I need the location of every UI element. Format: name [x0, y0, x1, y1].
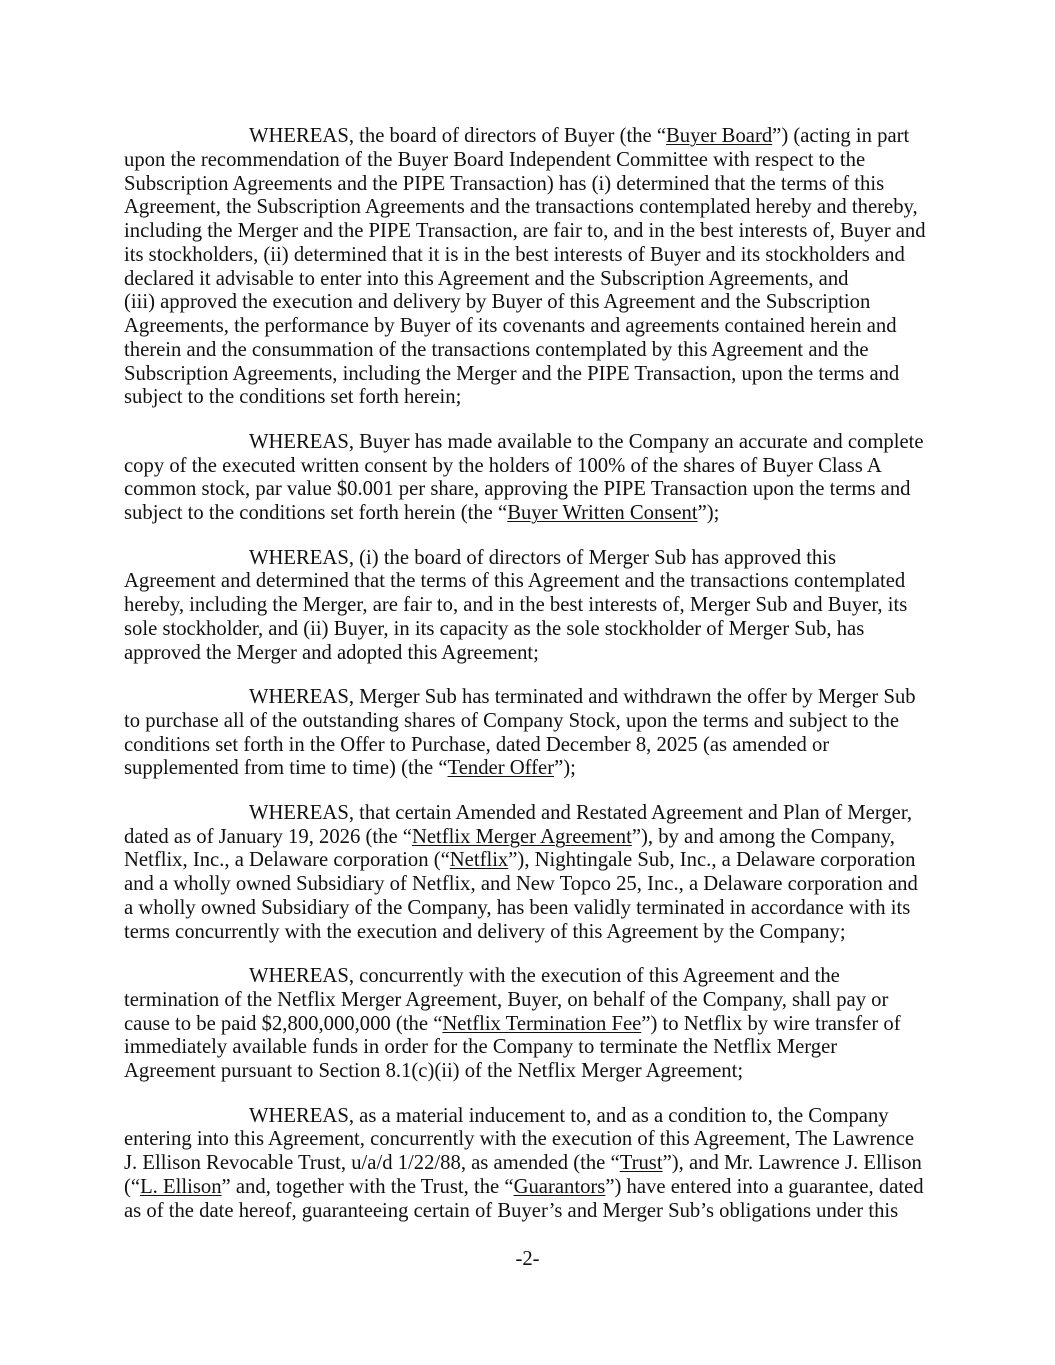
defined-term-netflix: Netflix — [449, 849, 509, 872]
paragraph-text: ”); — [697, 502, 720, 525]
defined-term-guarantors: Guarantors — [513, 1175, 606, 1198]
recital-paragraph-guarantee — [124, 1105, 964, 1224]
paragraph-text: WHEREAS, concurrently with the execution of this Agreement and the termination of the Netflix Merger Agreement, Buyer, on behalf of the Company, shall pay or cause to be paid $2,800,000,000 (the “ — [124, 965, 889, 1035]
recital-paragraph-written-consent — [124, 431, 964, 526]
defined-term-tender-offer: Tender Offer — [447, 757, 555, 780]
defined-term-buyer-board: Buyer Board — [666, 125, 773, 147]
paragraph-text: ”); — [554, 757, 576, 780]
paragraph-text: WHEREAS, the board of directors of Buyer (the “ — [249, 125, 667, 147]
paragraph-text: ” and, together with the Trust, the “ — [221, 1175, 514, 1198]
paragraph-text: WHEREAS, as a material inducement to, and as a condition to, the Company entering into this Agreement, concurrently with the execution of this Agreement, The Lawrence J. Ellison Revocable Trust, u/a/d 1/22/88, as amended (the “ — [124, 1104, 915, 1175]
paragraph-text: ”) to Netflix by wire transfer of immediately available funds in order for the Company to terminate the Netflix Merger Agreement pursuant to Section 8.1(c)(ii) of the Netflix Merger Agreement; — [124, 1012, 901, 1083]
recital-paragraph-merger-sub-approval — [124, 547, 964, 666]
page-number: -2- — [515, 1248, 540, 1270]
paragraph-text: ”), Nightingale Sub, Inc., a Delaware corporation and a wholly owned Subsidiary of Netflix, and New Topco 25, Inc., a Delaware corporation and a wholly owned Subsidiary of the Company, has been validly terminated in accordance with its terms concurrently with the execution and delivery of this Agreement by the Company; — [124, 849, 918, 943]
paragraph-text: WHEREAS, Buyer has made available to the Company an accurate and complete copy of the executed written consent by the holders of 100% of the shares of Buyer Class A common stock, par value $0.001 per share, approving the PIPE Transaction upon the terms and subject to the conditions set forth herein (the “ — [124, 430, 924, 525]
recital-paragraph-tender-offer — [124, 686, 964, 781]
defined-term-buyer-written-consent: Buyer Written Consent — [507, 502, 698, 525]
paragraph-text: ”), by and among the Company, Netflix, Inc., a Delaware corporation (“ — [124, 825, 895, 872]
defined-term-l-ellison: L. Ellison — [140, 1175, 222, 1198]
paragraph-text: WHEREAS, Merger Sub has terminated and withdrawn the offer by Merger Sub to purchase all of the outstanding shares of Company Stock, upon the terms and subject to the conditions set forth in the Offer to Purchase, dated December 8, 2025 (as amended or supplemented from time to time) (the “ — [124, 686, 916, 780]
recital-paragraph-buyer-board — [124, 125, 964, 410]
defined-term-trust: Trust — [619, 1152, 663, 1175]
paragraph-text: WHEREAS, (i) the board of directors of Merger Sub has approved this Agreement and determined that the terms of this Agreement and the transactions contemplated hereby, including the Merger, are fair to, and in the best interests of, Merger Sub and Buyer, its sole stockholder, and (ii) Buyer, in its capacity as the sole stockholder of Merger Sub, has approved the Merger and adopted this Agreement; — [124, 546, 908, 664]
document-body — [124, 125, 964, 1244]
recital-paragraph-termination-fee — [124, 965, 964, 1084]
defined-term-netflix-merger-agreement: Netflix Merger Agreement — [411, 825, 632, 848]
recital-paragraph-netflix-merger-agreement — [124, 802, 964, 945]
paragraph-text: WHEREAS, that certain Amended and Restated Agreement and Plan of Merger, dated as of January 19, 2026 (the “ — [124, 801, 913, 848]
paragraph-text: ”) (acting in part upon the recommendation of the Buyer Board Independent Committee with respect to the Subscription Agreements and the PIPE Transaction) has (i) determined that the terms of this Agreement, the Subscription Agreements and the transactions contemplated hereby and thereby, including the Merger and the PIPE Transaction, are fair to, and in the best interests of, Buyer and its stockholders, (ii) determined that it is in the best interests of Buyer and its stockholders and declared it advisable to enter into this Agreement and the Subscription Agreements, and (iii) approved the execution and delivery by Buyer of this Agreement and the Subscription Agreements, the performance by Buyer of its covenants and agreements contained herein and therein and the consummation of the transactions contemplated by this Agreement and the Subscription Agreements, including the Merger and the PIPE Transaction, upon the terms and subject to the conditions set forth herein; — [124, 125, 926, 409]
paragraph-text: ”) have entered into a guarantee, dated as of the date hereof, guaranteeing certain of Buyer’s and Merger Sub’s obligations under this — [124, 1175, 924, 1222]
paragraph-text: ”), and Mr. Lawrence J. Ellison (“ — [124, 1152, 922, 1198]
defined-term-netflix-termination-fee: Netflix Termination Fee — [442, 1012, 642, 1035]
